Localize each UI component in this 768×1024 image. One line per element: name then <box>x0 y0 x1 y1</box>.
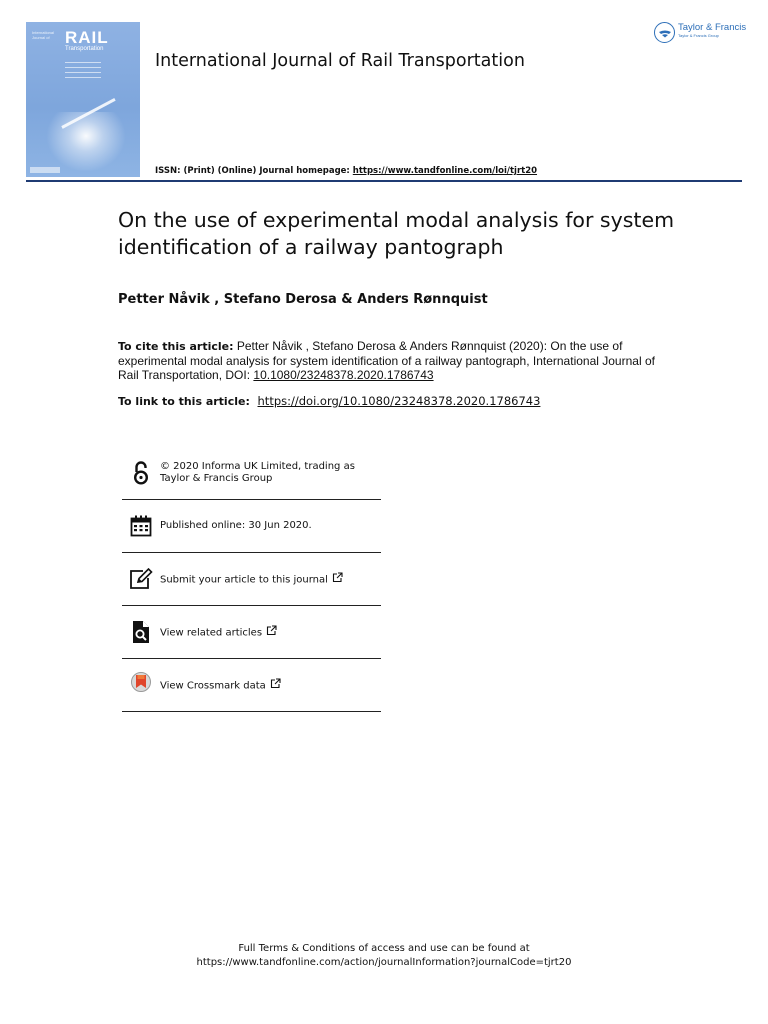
publisher-sub: Taylor & Francis Group <box>678 33 719 38</box>
journal-homepage-link[interactable]: https://www.tandfonline.com/loi/tjrt20 <box>352 166 538 176</box>
external-link-icon <box>266 625 277 640</box>
copyright-line-2: Taylor & Francis Group <box>160 472 273 484</box>
copyright-row <box>122 446 381 500</box>
cover-title-transportation: Transportation <box>65 46 104 52</box>
cover-decor-lines <box>65 62 101 82</box>
issn-line <box>155 166 537 176</box>
publisher-logo-icon <box>654 22 675 43</box>
citation-doi-link[interactable]: 10.1080/23248378.2020.1786743 <box>253 368 434 382</box>
article-doi-url[interactable]: https://doi.org/10.1080/23248378.2020.1786743 <box>257 394 541 408</box>
article-authors: Petter Nåvik , Stefano Derosa & Anders Rønnquist <box>118 292 488 307</box>
copyright-line-1: © 2020 Informa UK Limited, trading as <box>160 460 355 472</box>
citation-block <box>118 339 658 382</box>
submit-article-row[interactable] <box>122 553 381 606</box>
related-articles-link[interactable]: View related articles <box>160 627 263 638</box>
terms-url[interactable]: https://www.tandfonline.com/action/journalInformation?journalCode=tjrt20 <box>196 957 572 968</box>
citation-label: To cite this article: <box>118 340 234 353</box>
cover-small-text: International Journal of <box>32 30 55 40</box>
calendar-icon <box>122 515 160 537</box>
article-info-list <box>122 446 381 712</box>
related-articles-icon <box>122 620 160 644</box>
external-link-icon <box>332 572 343 587</box>
article-link-label: To link to this article: <box>118 395 250 408</box>
taylor-francis-logo[interactable] <box>654 22 746 43</box>
cover-publisher-mark <box>30 167 60 173</box>
external-link-icon <box>270 678 281 693</box>
edit-icon <box>122 568 160 590</box>
published-row <box>122 500 381 553</box>
terms-line-1: Full Terms & Conditions of access and use can be found at <box>238 943 530 954</box>
article-title: On the use of experimental modal analysis for system identification of a railway pantograph <box>118 208 675 259</box>
published-date: Published online: 30 Jun 2020. <box>160 520 312 531</box>
open-access-icon <box>122 460 160 486</box>
crossmark-link[interactable]: View Crossmark data <box>160 680 266 691</box>
journal-title: International Journal of Rail Transportation <box>155 51 525 71</box>
related-articles-row[interactable] <box>122 606 381 659</box>
article-link-line <box>118 394 540 408</box>
issn-label: ISSN: (Print) (Online) Journal homepage: <box>155 166 353 176</box>
header-divider <box>26 180 742 182</box>
crossmark-row[interactable] <box>122 659 381 712</box>
journal-cover-image <box>26 22 140 177</box>
submit-article-link[interactable]: Submit your article to this journal <box>160 574 328 585</box>
terms-footer <box>0 942 768 970</box>
publisher-name: Taylor & Francis <box>678 22 747 33</box>
citation-text: Petter Nåvik , Stefano Derosa & Anders Rønnquist (2020): On the use of experimental modal analysis for system identification of a railway pantograph, International Journal of Rail Transportation, DOI: <box>118 339 655 382</box>
crossmark-icon <box>122 671 160 699</box>
cover-light-glow <box>46 112 126 172</box>
cover-title-rail: RAIL <box>65 28 109 47</box>
